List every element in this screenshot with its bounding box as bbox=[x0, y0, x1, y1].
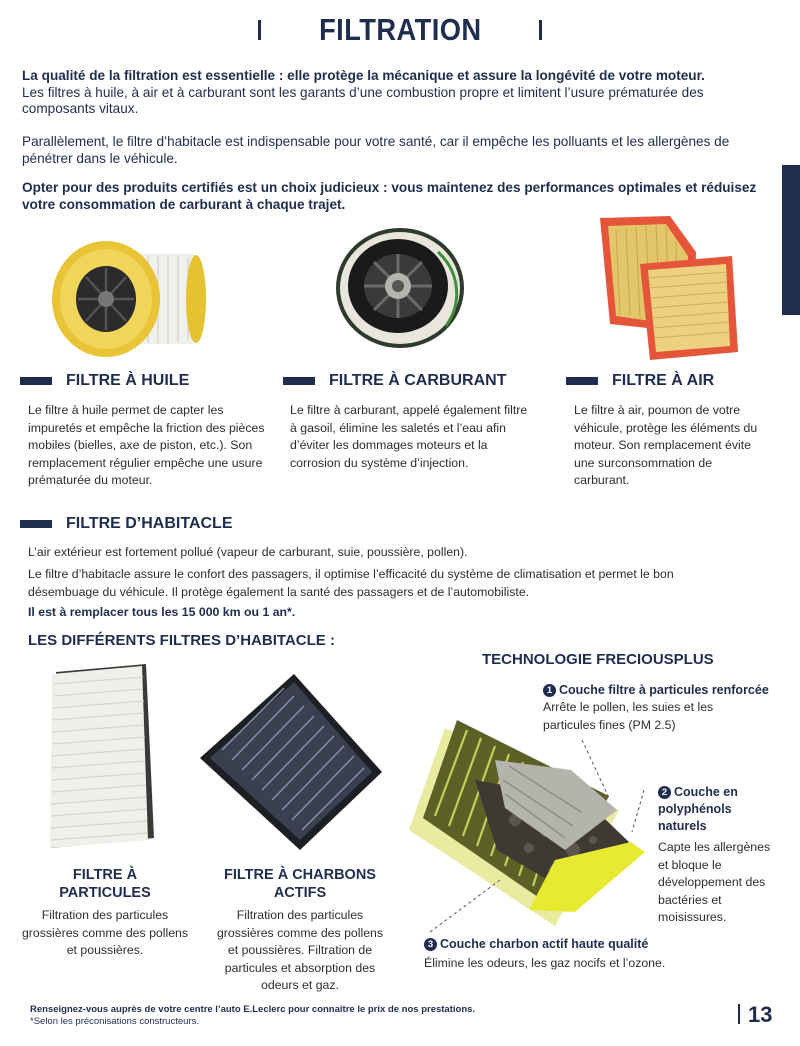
air-filter-icon bbox=[596, 212, 746, 362]
header-divider-right bbox=[539, 20, 542, 40]
intro-lead: La qualité de la filtration est essentielle : elle protège la mécanique et assure la longévité de votre moteur. bbox=[22, 68, 705, 83]
header-divider-left bbox=[258, 20, 261, 40]
particle-filter-icon bbox=[50, 662, 160, 852]
air-filter-heading bbox=[566, 370, 714, 392]
heading-bar bbox=[283, 377, 315, 385]
layer-3-text: Élimine les odeurs, les gaz nocifs et l’ozone. bbox=[424, 956, 666, 970]
page-header bbox=[0, 12, 800, 56]
heading-bar bbox=[566, 377, 598, 385]
layer-1-title: Couche filtre à particules renforcée bbox=[559, 683, 769, 697]
layer-1-callout bbox=[543, 682, 783, 734]
page-number bbox=[738, 1002, 772, 1028]
oil-filter-text: Le filtre à huile permet de capter les impuretés et empêche la friction des pièces mobiles (bielles, axe de piston, etc.). Son remplacement régulier empêche une usure prématurée du moteur. bbox=[28, 403, 265, 487]
fuel-filter-icon bbox=[328, 222, 468, 352]
carbon-filter-icon bbox=[196, 672, 386, 852]
fuel-filter-title: FILTRE À CARBURANT bbox=[329, 372, 507, 389]
intro-paragraph-3: Opter pour des produits certifiés est un choix judicieux : vous maintenez des performances optimales et réduisez votre consommation de carburant à chaque trajet. bbox=[22, 180, 757, 212]
footer-note: Renseignez-vous auprès de votre centre l’auto E.Leclerc pour connaître le prix de nos prestations. bbox=[30, 1004, 476, 1015]
page-title: FILTRATION bbox=[318, 12, 482, 47]
particle-filter-title: FILTRE À PARTICULES bbox=[59, 867, 151, 901]
layer-1-number: 1 bbox=[543, 684, 556, 697]
particle-filter-text: Filtration des particules grossières comme des pollens et poussières. bbox=[21, 908, 189, 957]
carbon-filter-title: FILTRE À CHARBONS ACTIFS bbox=[224, 867, 376, 901]
intro-paragraph-2: Parallèlement, le filtre d’habitacle est indispensable pour votre santé, car il empêche les polluants et les allergènes de pénétrer dans le véhicule. bbox=[22, 134, 730, 166]
intro-paragraph-1 bbox=[22, 68, 770, 118]
oil-filter-heading bbox=[20, 370, 189, 392]
carbon-filter-text: Filtration des particules grossières comme des pollens et poussières. Filtration de particules et absorption des odeurs et gaz. bbox=[216, 908, 384, 992]
cabin-filter-title: FILTRE D’HABITACLE bbox=[66, 515, 233, 532]
layer-2-number: 2 bbox=[658, 786, 671, 799]
air-filter-text: Le filtre à air, poumon de votre véhicule, protège les éléments du moteur. Son remplacement évite une surconsommation de carburant. bbox=[574, 403, 758, 487]
layer-2-title: Couche en polyphénols naturels bbox=[658, 785, 738, 833]
layer-1-text: Arrête le pollen, les suies et les particules fines (PM 2.5) bbox=[543, 700, 714, 732]
technology-title: TECHNOLOGIE FRECIOUSPLUS bbox=[482, 651, 714, 668]
intro-text: Les filtres à huile, à air et à carburant sont les garants d’une combustion propre et limitent l’usure prématurée des composants vitaux. bbox=[22, 84, 704, 116]
cabin-replacement-note: Il est à remplacer tous les 15 000 km ou 1 an*. bbox=[28, 605, 296, 619]
cabin-text-2: Le filtre d’habitacle assure le confort des passagers, il optimise l’efficacité du système de climatisation et permet le bon désembuage du véhicule. Il protège également la santé des passagers et de l’automobiliste. bbox=[28, 567, 674, 599]
heading-bar bbox=[20, 377, 52, 385]
side-tab bbox=[782, 165, 800, 315]
heading-bar bbox=[20, 520, 52, 528]
cabin-text-1: L’air extérieur est fortement pollué (vapeur de carburant, suie, poussière, pollen). bbox=[28, 545, 468, 559]
layer-2-text: Capte les allergènes et bloque le développement des bactéries et moisissures. bbox=[658, 840, 771, 924]
layer-3-number: 3 bbox=[424, 938, 437, 951]
oil-filter-title: FILTRE À HUILE bbox=[66, 372, 190, 389]
page-number-divider bbox=[738, 1004, 740, 1024]
oil-filter-icon bbox=[48, 232, 213, 362]
page-number-value: 13 bbox=[748, 1002, 773, 1027]
callout-lines bbox=[420, 720, 660, 950]
fuel-filter-text: Le filtre à carburant, appelé également filtre à gasoil, élimine les saletés et l’eau afin d’éviter les dommages moteurs et la corrosion du système d’injection. bbox=[290, 403, 528, 470]
cabin-filter-heading bbox=[20, 513, 233, 535]
layer-3-callout bbox=[424, 936, 724, 973]
air-filter-title: FILTRE À AIR bbox=[612, 372, 715, 389]
cabin-types-heading: LES DIFFÉRENTS FILTRES D’HABITACLE : bbox=[28, 632, 335, 649]
fuel-filter-heading bbox=[283, 370, 506, 392]
footer-asterisk: *Selon les préconisations constructeurs. bbox=[30, 1016, 199, 1027]
layer-3-title: Couche charbon actif haute qualité bbox=[440, 937, 649, 951]
layer-2-callout bbox=[658, 784, 778, 927]
